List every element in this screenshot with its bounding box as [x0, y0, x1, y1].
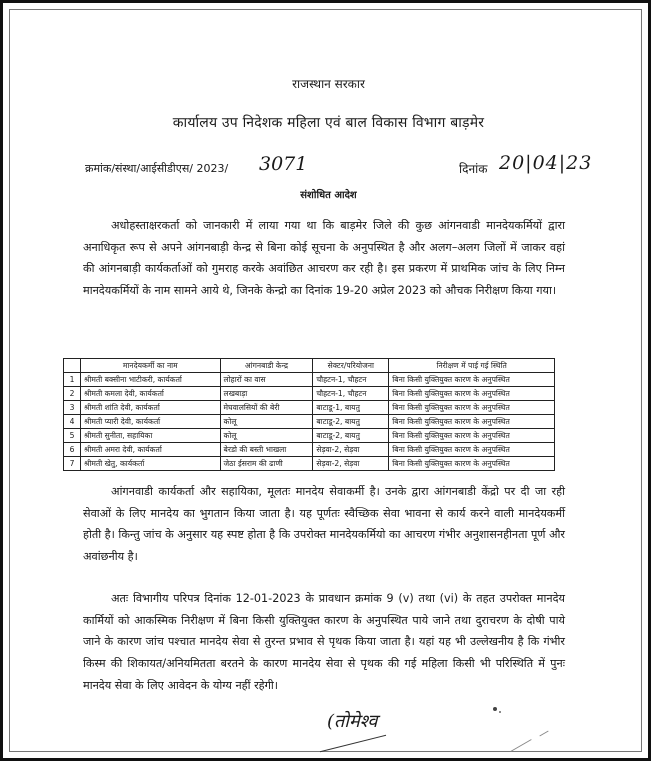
table-cell: बिना किसी युक्तियुक्त कारण के अनुपस्थित — [389, 415, 555, 429]
table-cell: बाटाडू-2, बायतु — [313, 429, 389, 443]
table-header-cell: मानदेयकर्मी का नाम — [81, 359, 221, 373]
table-header-cell: सेक्टर/परियोजना — [313, 359, 389, 373]
table-cell: कोलू — [220, 415, 313, 429]
table-cell: बिना किसी युक्तियुक्त कारण के अनुपस्थित — [389, 373, 555, 387]
table-cell: 7 — [64, 457, 81, 471]
table-cell: सेड़वा-2, सेड़वा — [313, 457, 389, 471]
table-row — [64, 401, 555, 415]
table-cell: बिना किसी युक्तियुक्त कारण के अनुपस्थित — [389, 457, 555, 471]
table-cell: बिना किसी युक्तियुक्त कारण के अनुपस्थित — [389, 401, 555, 415]
table-cell: चौहटन-1, चौहटन — [313, 373, 389, 387]
date-label: दिनांक — [459, 162, 488, 176]
table-cell: श्रीमती खेतु, कार्यकर्ता — [81, 457, 221, 471]
table-cell: श्रीमती कमला देवी, कार्यकर्ता — [81, 387, 221, 401]
paragraph-2: आंगनवाडी कार्यकर्ता और सहायिका, मूलतः मानदेय सेवाकर्मी है। उनके द्वारा आंगनबाडी केंद्रो पर दी जा रही सेवाओं के लिए मानदेय का भुगतान किया जाता है। यह पूर्णतः स्वैच्छिक सेवा भावना से कार्य करने वाली मानदेयकर्मी होती है। किन्तु जांच के अनुसार यह स्पष्ट होता है कि उपरोक्त मानदेयकर्मियो का आचरण गंभीर अनुशासनहीनता पूर्ण और अवांछनीय है। — [83, 485, 565, 564]
table-row — [64, 457, 555, 471]
table-cell: बेरडो की बस्ती भाखला — [220, 443, 313, 457]
table-cell: 3 — [64, 401, 81, 415]
table-row — [64, 443, 555, 457]
table-cell: बिना किसी युक्तियुक्त कारण के अनुपस्थित — [389, 443, 555, 457]
table-cell: श्रीमती अमरा देवी, कार्यकर्ता — [81, 443, 221, 457]
table-cell: श्रीमती बक्सीना भाटीकरी, कार्यकर्ता — [81, 373, 221, 387]
table-cell: बाटाडू-1, बायतु — [313, 401, 389, 415]
table-cell: कोलू — [220, 429, 313, 443]
table-row — [64, 387, 555, 401]
office-title: कार्यालय उप निदेशक महिला एवं बाल विकास विभाग बाड़मेर — [172, 115, 485, 131]
ink-dot — [499, 711, 501, 713]
table-cell: जेठा ईसराम की ढाणी — [220, 457, 313, 471]
table-cell: लखबाड़ा — [220, 387, 313, 401]
table-cell: मेघवालसियों की बेरी — [220, 401, 313, 415]
table-header-cell — [64, 359, 81, 373]
reference-number: 3071 — [259, 153, 308, 175]
table-cell: चौहटन-1, चौहटन — [313, 387, 389, 401]
table-header-cell: आंगनबाडी केन्द्र — [220, 359, 313, 373]
table-cell: बिना किसी युक्तियुक्त कारण के अनुपस्थित — [389, 387, 555, 401]
table-cell: श्रीमती शांति देवी, कार्यकर्ता — [81, 401, 221, 415]
table-row — [64, 415, 555, 429]
table-cell: श्रीमती प्यारी देवी, कार्यकर्ता — [81, 415, 221, 429]
table-cell: श्रीमती सुनीता, सहायिका — [81, 429, 221, 443]
order-title: संशोधित आदेश — [300, 190, 357, 201]
table-cell: बाटाडू-2, बायतु — [313, 415, 389, 429]
inspection-table — [63, 358, 555, 471]
table-header-row — [64, 359, 555, 373]
table-cell: 6 — [64, 443, 81, 457]
paragraph-3: अतः विभागीय परिपत्र दिनांक 12-01-2023 के प्रावधान क्रमांक 9 (v) तथा (vi) के तहत उपरोक्त मानदेय कार्मियों को आकस्मिक निरीक्षण में बिना किसी युक्तियुक्त कारण के अनुपस्थित पाये जाने तथा दुराचरण के दोषी पाये जाने के कारण जांच पश्चात मानदेय सेवा से तुरन्त प्रभाव से पृथक किया जाता है। यहां यह भी उल्लेखनीय है कि गंभीर किस्म की शिकायत/अनियमितता बरतने के कारण मानदेय सेवा से पृथक की गई महिला किसी भी परिस्थिति में पुनः मानदेय सेवा के लिए आवेदन के योग्य नहीं रहेगी। — [83, 592, 565, 692]
table-cell: बिना किसी युक्तियुक्त कारण के अनुपस्थित — [389, 429, 555, 443]
ink-dot — [493, 707, 497, 711]
table-header-cell: निरीक्षण में पाई गई स्थिति — [389, 359, 555, 373]
paragraph-1: अधोहस्ताक्षरकर्ता को जानकारी में लाया गया था कि बाड़मेर जिले की कुछ आंगनवाडी मानदेयकर्मियों द्वारा अनाधिकृत रूप से अपने आंगनबाड़ी केन्द्र से बिना कोई सूचना के अनुपस्थित है और अलग–अलग जिलों में जाकर वहां की आंगनबाड़ी कार्यकर्ताओं को गुमराह करके अवांछित आचरण कर रही है। इस प्रकरण में प्राथमिक जांच के लिए निम्न मानदेयकर्मियों के नाम सामने आये थे, जिनके केन्द्रो का दिनांक 19-20 अप्रेल 2023 को औचक निरीक्षण किया गया। — [83, 219, 565, 298]
table-row — [64, 373, 555, 387]
government-name: राजस्थान सरकार — [292, 77, 365, 91]
table-cell: 2 — [64, 387, 81, 401]
date-value: 20|04|23 — [499, 152, 593, 174]
table-row — [64, 429, 555, 443]
table-cell: सेड़वा-2, सेड़वा — [313, 443, 389, 457]
signature: (तोमेश्व — [327, 711, 378, 732]
table-cell: 1 — [64, 373, 81, 387]
table-cell: 5 — [64, 429, 81, 443]
table-cell: 4 — [64, 415, 81, 429]
reference-prefix: क्रमांक/संस्था/आईसीडीएस/ 2023/ — [85, 162, 229, 175]
table-cell: लोहारों का वास — [220, 373, 313, 387]
